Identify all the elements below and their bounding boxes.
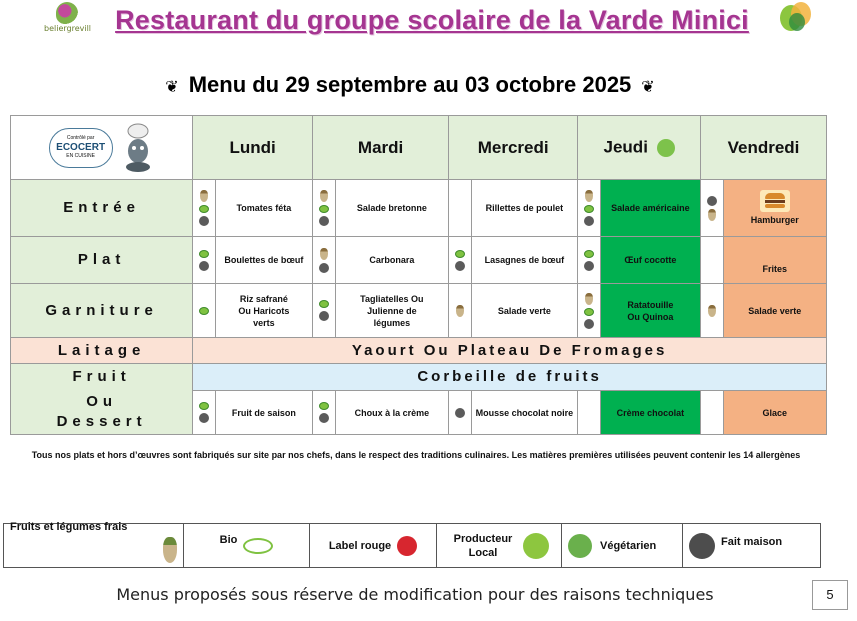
bio-icon — [319, 402, 329, 410]
garniture-vendredi: Salade verte — [723, 284, 826, 338]
local-producer-icon — [523, 533, 549, 559]
partner-logo-icon — [777, 0, 815, 34]
menu-subtitle — [100, 72, 720, 98]
legend-bio-label: Bio — [219, 533, 238, 546]
garniture-vendredi-icons — [701, 284, 724, 338]
row-label-dessert — [11, 391, 193, 435]
day-header-jeudi-label: Jeudi — [603, 136, 648, 156]
legend-vegetarian-label: Végétarien — [600, 539, 657, 552]
entree-mardi: Salade bretonne — [335, 180, 449, 237]
homemade-icon — [319, 311, 329, 321]
fresh-produce-icon — [708, 305, 716, 317]
legend-label-rouge — [310, 524, 437, 568]
entree-mercredi: Rillettes de poulet — [471, 180, 577, 237]
bio-icon — [243, 538, 273, 554]
ecocert-line2: EN CUISINE — [66, 153, 95, 159]
fresh-produce-icon — [163, 537, 177, 563]
label-rouge-icon — [397, 536, 417, 556]
garniture-jeudi: Ratatouille Ou Quinoa — [600, 284, 700, 338]
plat-lundi: Boulettes de bœuf — [215, 237, 312, 284]
bio-icon — [199, 205, 209, 213]
bio-icon — [199, 250, 209, 258]
legend-table — [3, 520, 821, 568]
dessert-mardi-icons — [313, 391, 336, 435]
entree-mercredi-icons — [449, 180, 472, 237]
garniture-lundi: Riz safrané Ou Haricots verts — [215, 284, 312, 338]
homemade-icon — [319, 413, 329, 423]
fresh-produce-icon — [585, 190, 593, 202]
plat-mardi: Carbonara — [335, 237, 449, 284]
fresh-produce-icon — [708, 209, 716, 221]
page-title: Restaurant du groupe scolaire de la Varde Minici — [115, 5, 749, 35]
homemade-icon — [199, 413, 209, 423]
certification-cell — [11, 116, 193, 180]
homemade-icon — [199, 261, 209, 271]
menu-dates: Menu du 29 septembre au 03 octobre 2025 — [188, 72, 632, 97]
bio-icon — [199, 402, 209, 410]
belier-logo-icon — [56, 2, 78, 24]
plat-mercredi-icons — [449, 237, 472, 284]
entree-jeudi: Salade américaine — [600, 180, 700, 237]
bio-icon — [584, 308, 594, 316]
garniture-mardi: Tagliatelles Ou Julienne de légumes — [335, 284, 449, 338]
fresh-produce-icon — [456, 305, 464, 317]
plat-jeudi-icons — [578, 237, 601, 284]
entree-mardi-icons — [313, 180, 336, 237]
day-header-mercredi: Mercredi — [449, 116, 578, 180]
entree-vendredi-icons — [701, 180, 724, 237]
plat-lundi-icons — [193, 237, 216, 284]
legend-homemade-label: Fait maison — [721, 535, 783, 548]
day-header-lundi: Lundi — [193, 116, 313, 180]
plat-vendredi-icons — [701, 237, 724, 284]
bio-icon — [319, 205, 329, 213]
plat-vendredi — [723, 237, 826, 284]
fresh-produce-icon — [320, 190, 328, 202]
fresh-produce-icon — [200, 190, 208, 202]
row-label-entree: Entrée — [11, 180, 193, 237]
dessert-lundi-icons — [193, 391, 216, 435]
legend-fresh-produce-label: Fruits et légumes frais — [10, 520, 128, 533]
fruit-value: Corbeille de fruits — [193, 364, 827, 391]
homemade-icon — [319, 263, 329, 273]
plat-jeudi: Œuf cocotte — [600, 237, 700, 284]
entree-vendredi — [723, 180, 826, 237]
legend-local-producer-label: Producteur Local — [453, 532, 513, 559]
homemade-icon — [689, 533, 715, 559]
vegetarian-icon — [657, 139, 675, 157]
legend-vegetarian — [562, 524, 683, 568]
laitage-value: Yaourt Ou Plateau De Fromages — [193, 338, 827, 364]
plat-mardi-icons — [313, 237, 336, 284]
dessert-jeudi-icons — [578, 391, 601, 435]
plat-vendredi-label: Frites — [762, 264, 788, 274]
row-label-fruit: Fruit — [11, 364, 193, 391]
bio-icon — [199, 307, 209, 315]
homemade-icon — [199, 216, 209, 226]
garniture-mercredi: Salade verte — [471, 284, 577, 338]
homemade-icon — [455, 408, 465, 418]
entree-lundi-icons — [193, 180, 216, 237]
homemade-icon — [584, 319, 594, 329]
dessert-jeudi: Crème chocolat — [600, 391, 700, 435]
dessert-lundi: Fruit de saison — [215, 391, 312, 435]
entree-vendredi-label: Hamburger — [750, 215, 799, 225]
garniture-mercredi-icons — [449, 284, 472, 338]
bio-icon — [319, 300, 329, 308]
homemade-icon — [584, 261, 594, 271]
hamburger-icon — [760, 190, 790, 212]
ecocert-logo — [49, 128, 113, 168]
dessert-mardi: Choux à la crème — [335, 391, 449, 435]
day-header-mardi: Mardi — [313, 116, 449, 180]
dessert-vendredi-icons — [701, 391, 724, 435]
legend-homemade — [683, 524, 821, 568]
chef-mascot-icon — [121, 123, 155, 173]
belier-logo — [44, 2, 90, 38]
ecocert-name: ECOCERT — [56, 142, 106, 153]
allergen-note: Tous nos plats et hors d’œuvres sont fabriqués sur site par nos chefs, dans le respect des traditions culinaires. Les matières premières utilisées peuvent contenir les 14 allergènes — [31, 450, 801, 460]
bio-icon — [584, 205, 594, 213]
day-header-jeudi — [578, 116, 701, 180]
row-label-garniture: Garniture — [11, 284, 193, 338]
dessert-vendredi: Glace — [723, 391, 826, 435]
entree-jeudi-icons — [578, 180, 601, 237]
page-number: 5 — [812, 580, 848, 610]
ecocert-line1: Contrôlé par — [66, 135, 95, 141]
bio-icon — [584, 250, 594, 258]
footer-notice: Menus proposés sous réserve de modification pour des raisons techniques — [116, 585, 714, 604]
homemade-icon — [319, 216, 329, 226]
row-label-laitage: Laitage — [11, 338, 193, 364]
bio-icon — [455, 250, 465, 258]
legend-fresh-produce — [4, 520, 184, 568]
homemade-icon — [707, 196, 717, 206]
row-label-plat: Plat — [11, 237, 193, 284]
dessert-mercredi-icons — [449, 391, 472, 435]
plat-mercredi: Lasagnes de bœuf — [471, 237, 577, 284]
dessert-mercredi: Mousse chocolat noire — [471, 391, 577, 435]
legend-label-rouge-label: Label rouge — [328, 539, 392, 552]
belier-logo-text: beliergrevill — [44, 24, 92, 33]
fresh-produce-icon — [585, 293, 593, 305]
row-label-dessert-text: Dessert — [56, 413, 147, 431]
day-header-vendredi: Vendredi — [701, 116, 827, 180]
fresh-produce-icon — [320, 248, 328, 260]
entree-lundi: Tomates féta — [215, 180, 312, 237]
homemade-icon — [584, 216, 594, 226]
menu-table — [10, 115, 827, 435]
row-label-ou: Ou — [86, 393, 118, 411]
vegetarian-icon — [568, 534, 592, 558]
legend-bio — [184, 524, 310, 568]
garniture-lundi-icons — [193, 284, 216, 338]
ornament-left-icon: ❦ — [165, 77, 179, 96]
garniture-jeudi-icons — [578, 284, 601, 338]
ornament-right-icon: ❦ — [641, 77, 655, 96]
homemade-icon — [455, 261, 465, 271]
garniture-mardi-icons — [313, 284, 336, 338]
legend-local-producer — [437, 524, 562, 568]
